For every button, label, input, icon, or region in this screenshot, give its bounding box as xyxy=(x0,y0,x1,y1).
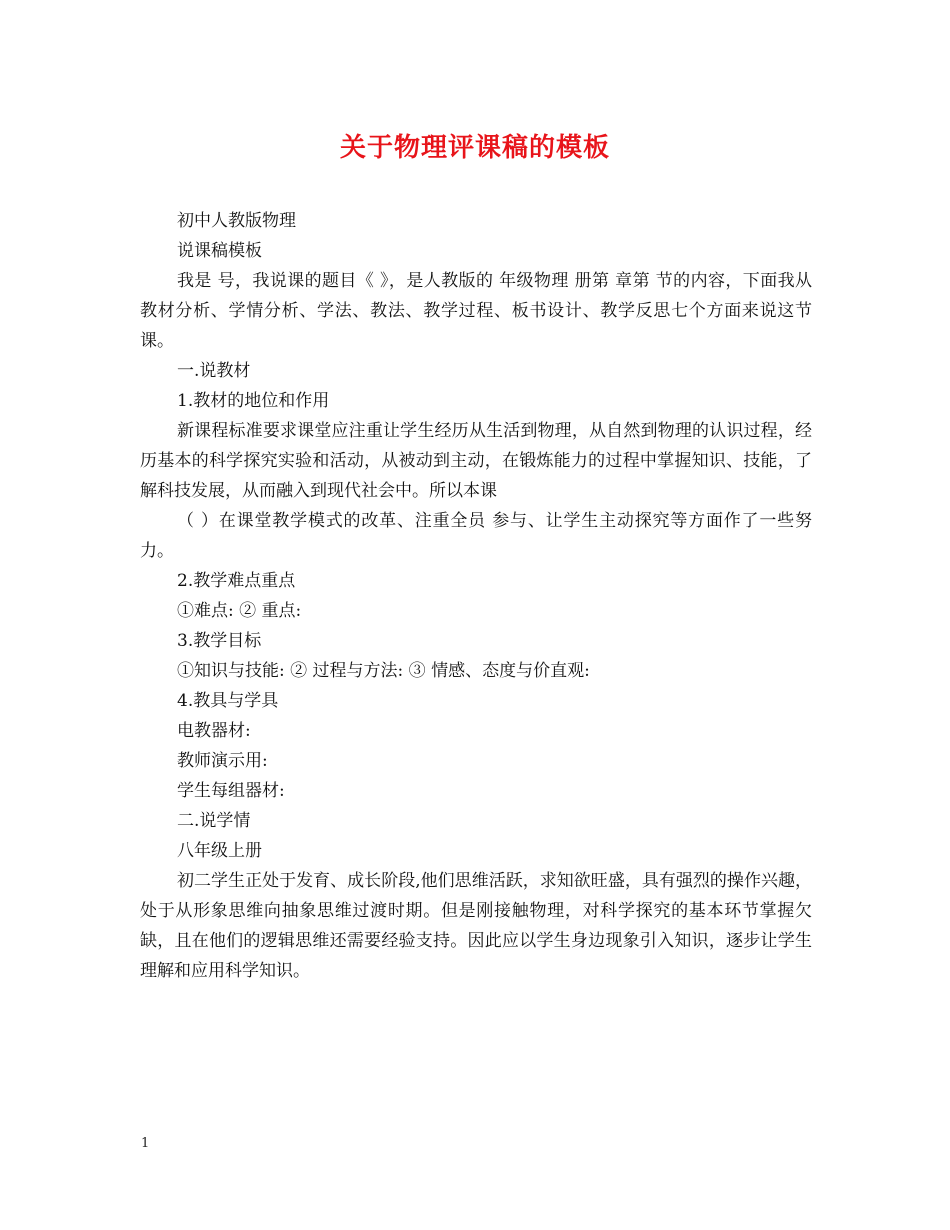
paragraph-intro: 我是 号，我说课的题目《 》，是人教版的 年级物理 册第 章第 节的内容，下面我从教材分析、学情分析、学法、教法、教学过程、板书设计、教学反思七个方面来说这节课。 xyxy=(140,271,812,351)
heading-key-points: 2.教学难点重点 xyxy=(177,571,296,591)
heading-goals: 3.教学目标 xyxy=(177,631,262,651)
paragraph-student-analysis: 初二学生正处于发育、成长阶段,他们思维活跃，求知欲旺盛，具有强烈的操作兴趣，处于从形象思维向抽象思维过渡时期。但是刚接触物理，对科学探究的基本环节掌握欠缺，且在他们的逻辑思维还需要经验支持。因此应以学生身边现象引入知识，逐步让学生理解和应用科学知识。 xyxy=(140,871,812,981)
paragraph-grade: 八年级上册 xyxy=(177,841,262,861)
heading-textbook: 一.说教材 xyxy=(177,361,251,381)
paragraph-goals: ①知识与技能: ② 过程与方法: ③ 情感、态度与价直观: xyxy=(177,661,590,681)
paragraph-teacher-demo: 教师演示用: xyxy=(177,751,268,771)
paragraph-student-tools: 学生每组器材: xyxy=(177,781,285,801)
document-body xyxy=(140,206,812,986)
page-number: 1 xyxy=(141,1136,150,1151)
paragraph-key-points: ①难点: ② 重点: xyxy=(177,601,302,621)
paragraph-subject: 初中人教版物理 xyxy=(177,211,296,231)
paragraph-electronic-tools: 电教器材: xyxy=(177,721,251,741)
heading-student-situation: 二.说学情 xyxy=(177,811,251,831)
document-title: 关于物理评课稿的模板 xyxy=(339,133,610,163)
paragraph-template-label: 说课稿模板 xyxy=(177,241,262,261)
heading-tools: 4.教具与学具 xyxy=(177,691,279,711)
paragraph-efforts: （ ）在课堂教学模式的改革、注重全员 参与、让学生主动探究等方面作了一些努力。 xyxy=(140,511,812,561)
paragraph-curriculum: 新课程标准要求课堂应注重让学生经历从生活到物理，从自然到物理的认识过程，经历基本的科学探究实验和活动，从被动到主动，在锻炼能力的过程中掌握知识、技能，了解科技发展，从而融入到现代社会中。所以本课 xyxy=(140,421,812,501)
heading-textbook-role: 1.教材的地位和作用 xyxy=(177,391,330,411)
